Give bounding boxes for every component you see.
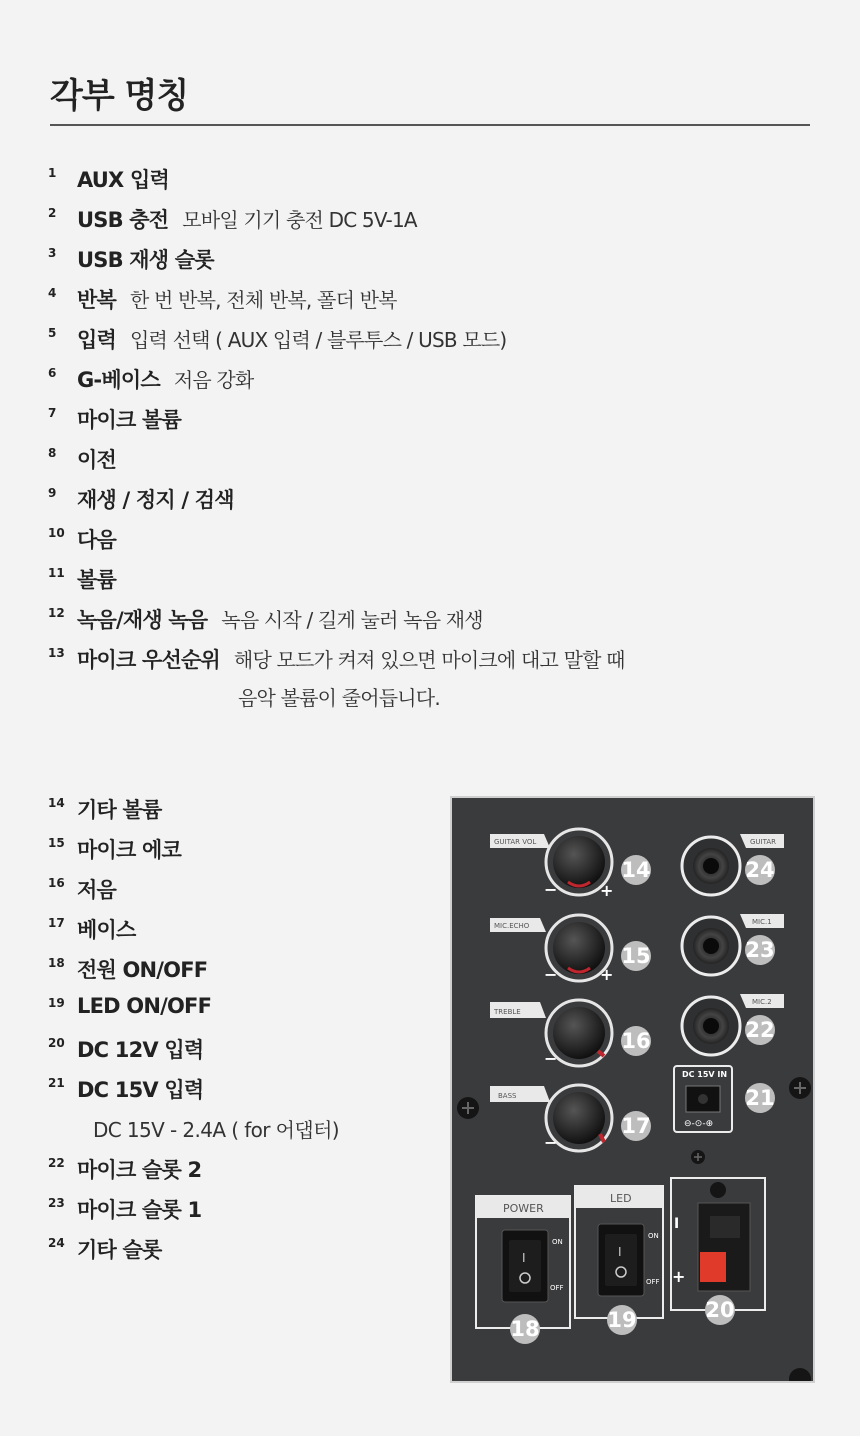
item-description: 녹음 시작 / 길게 눌러 녹음 재생 bbox=[221, 608, 483, 632]
item-label bbox=[77, 564, 116, 594]
badge-21 bbox=[745, 1083, 775, 1113]
item-number: 24 bbox=[48, 1236, 65, 1250]
svg-text:DC 15V IN: DC 15V IN bbox=[682, 1070, 728, 1079]
svg-text:⊖-⊙-⊕: ⊖-⊙-⊕ bbox=[684, 1119, 714, 1129]
item-number: 18 bbox=[48, 956, 65, 970]
svg-text:−: − bbox=[544, 1049, 558, 1068]
jack-label-tab-mic2 bbox=[740, 994, 784, 1008]
item-number: 3 bbox=[48, 246, 57, 260]
item-label bbox=[77, 644, 625, 674]
treble-knob bbox=[544, 1000, 612, 1068]
knob-label-tab-1 bbox=[490, 834, 550, 848]
page-title: 각부 명칭 bbox=[50, 76, 189, 116]
item-label bbox=[77, 1234, 161, 1264]
mic-echo-knob bbox=[544, 915, 613, 984]
knob-label-guitar-vol: GUITAR VOL bbox=[494, 838, 537, 846]
svg-text:MIC.1: MIC.1 bbox=[752, 918, 772, 926]
knob-label-tab-2 bbox=[490, 918, 546, 932]
item-label-text: 마이크 슬롯 1 bbox=[77, 1198, 202, 1222]
svg-text:LED: LED bbox=[610, 1192, 632, 1205]
item-label bbox=[77, 994, 211, 1018]
item-label bbox=[77, 874, 116, 904]
item-label-text: 마이크 볼륨 bbox=[77, 408, 181, 432]
item-label bbox=[77, 324, 506, 354]
item-label bbox=[77, 204, 417, 234]
item-label bbox=[77, 484, 234, 514]
svg-text:OFF: OFF bbox=[550, 1284, 564, 1292]
item-description: 입력 선택 ( AUX 입력 / 블루투스 / USB 모드) bbox=[129, 328, 507, 352]
item-number: 19 bbox=[48, 996, 65, 1010]
badge-18 bbox=[510, 1314, 540, 1344]
item-label bbox=[77, 164, 169, 194]
guitar-jack bbox=[682, 837, 740, 895]
svg-text:22: 22 bbox=[745, 1018, 775, 1042]
svg-text:I: I bbox=[674, 1216, 680, 1232]
item-number: 22 bbox=[48, 1156, 65, 1170]
jack-label-tab-mic1 bbox=[740, 914, 784, 928]
svg-text:23: 23 bbox=[745, 938, 775, 962]
bass-knob bbox=[544, 1085, 612, 1152]
item-label-text: USB 재생 슬롯 bbox=[77, 248, 214, 272]
svg-text:19: 19 bbox=[607, 1308, 637, 1332]
item-label bbox=[77, 1034, 203, 1064]
item-label-text: 마이크 에코 bbox=[77, 838, 181, 862]
item-label bbox=[77, 604, 483, 634]
svg-text:POWER: POWER bbox=[503, 1202, 544, 1215]
item-label bbox=[77, 954, 207, 984]
item-label bbox=[77, 914, 135, 944]
svg-text:24: 24 bbox=[745, 858, 775, 882]
item-label-text: 볼륨 bbox=[77, 568, 116, 592]
svg-text:OFF: OFF bbox=[646, 1278, 660, 1286]
item-label bbox=[77, 1074, 203, 1104]
item-label-text: 저음 bbox=[77, 878, 116, 902]
svg-text:+: + bbox=[600, 965, 614, 984]
mic2-jack bbox=[682, 997, 740, 1055]
svg-text:I: I bbox=[522, 1251, 526, 1265]
svg-text:−: − bbox=[544, 965, 558, 984]
svg-text:MIC.2: MIC.2 bbox=[752, 998, 772, 1006]
item-label-text: LED ON/OFF bbox=[77, 994, 212, 1018]
item-label bbox=[77, 364, 253, 394]
item-label-text: AUX 입력 bbox=[77, 168, 169, 192]
power-switch-box bbox=[476, 1196, 570, 1328]
svg-text:ON: ON bbox=[648, 1232, 659, 1240]
item-13-desc-line2: 음악 볼륨이 줄어듭니다. bbox=[238, 686, 440, 710]
title-divider bbox=[50, 124, 810, 126]
knob-label-tab-3 bbox=[490, 1002, 546, 1018]
knob-label-bass: BASS bbox=[498, 1092, 517, 1100]
item-number: 17 bbox=[48, 916, 65, 930]
svg-text:−: − bbox=[544, 1133, 558, 1152]
badge-19 bbox=[607, 1305, 637, 1335]
item-number: 15 bbox=[48, 836, 65, 850]
item-number: 1 bbox=[48, 166, 57, 180]
item-label-text: DC 15V 입력 bbox=[77, 1078, 204, 1102]
item-number: 12 bbox=[48, 606, 65, 620]
item-label-text: 반복 bbox=[77, 288, 116, 312]
item-number: 8 bbox=[48, 446, 57, 460]
item-description: 저음 강화 bbox=[173, 368, 254, 392]
panel-drawing bbox=[452, 798, 815, 1383]
item-label-text: 전원 ON/OFF bbox=[77, 958, 208, 982]
svg-text:17: 17 bbox=[621, 1114, 651, 1138]
svg-text:+: + bbox=[672, 1267, 686, 1286]
item-number: 16 bbox=[48, 876, 65, 890]
item-number: 7 bbox=[48, 406, 57, 420]
svg-text:15: 15 bbox=[621, 944, 651, 968]
item-label-text: 녹음/재생 녹음 bbox=[77, 608, 208, 632]
item-label bbox=[77, 284, 397, 314]
item-number: 11 bbox=[48, 566, 65, 580]
item-label-text: 이전 bbox=[77, 448, 116, 472]
svg-text:GUITAR: GUITAR bbox=[750, 838, 776, 846]
badge-20 bbox=[705, 1295, 735, 1325]
svg-text:18: 18 bbox=[510, 1317, 540, 1341]
item-number: 2 bbox=[48, 206, 57, 220]
item-label-text: 베이스 bbox=[77, 918, 136, 942]
speaker-back-panel bbox=[450, 796, 815, 1383]
badge-14 bbox=[621, 855, 651, 885]
svg-text:−: − bbox=[544, 880, 558, 899]
item-label bbox=[77, 244, 214, 274]
item-label bbox=[77, 524, 116, 554]
badge-17 bbox=[621, 1111, 651, 1141]
item-number: 23 bbox=[48, 1196, 65, 1210]
mic1-jack bbox=[682, 917, 740, 975]
item-label-text: DC 12V 입력 bbox=[77, 1038, 204, 1062]
svg-text:16: 16 bbox=[621, 1029, 651, 1053]
item-label bbox=[77, 1194, 201, 1224]
item-description: 해당 모드가 켜져 있으면 마이크에 대고 말할 때 bbox=[233, 648, 625, 672]
item-label-text: USB 충전 bbox=[77, 208, 169, 232]
guitar-vol-knob bbox=[544, 829, 613, 900]
item-label bbox=[77, 794, 161, 824]
item-number: 21 bbox=[48, 1076, 65, 1090]
item-number: 14 bbox=[48, 796, 65, 810]
item-label bbox=[77, 444, 116, 474]
item-number: 4 bbox=[48, 286, 57, 300]
svg-text:I: I bbox=[618, 1245, 622, 1259]
badge-16 bbox=[621, 1026, 651, 1056]
item-description: 모바일 기기 충전 DC 5V-1A bbox=[182, 208, 417, 232]
item-label-text: 기타 볼륨 bbox=[77, 798, 162, 822]
knob-label-mic-echo: MIC.ECHO bbox=[494, 922, 530, 930]
item-number: 9 bbox=[48, 486, 57, 500]
item-number: 5 bbox=[48, 326, 57, 340]
item-label-text: 기타 슬롯 bbox=[77, 1238, 162, 1262]
knob-label-tab-4 bbox=[490, 1086, 550, 1102]
item-label bbox=[77, 404, 181, 434]
svg-text:21: 21 bbox=[745, 1086, 775, 1110]
item-label-text: G-베이스 bbox=[77, 368, 160, 392]
led-switch-box bbox=[575, 1186, 663, 1318]
item-label-text: 마이크 슬롯 2 bbox=[77, 1158, 202, 1182]
badge-23 bbox=[745, 935, 775, 965]
dc-12v-terminal bbox=[671, 1178, 765, 1312]
dc-15v-input bbox=[674, 1066, 732, 1132]
item-21-desc: DC 15V - 2.4A ( for 어댑터) bbox=[93, 1118, 340, 1142]
badge-22 bbox=[745, 1015, 775, 1045]
item-label bbox=[77, 834, 181, 864]
item-number: 13 bbox=[48, 646, 65, 660]
svg-text:ON: ON bbox=[552, 1238, 563, 1246]
item-description: 한 번 반복, 전체 반복, 폴더 반복 bbox=[129, 288, 397, 312]
svg-text:+: + bbox=[600, 881, 614, 900]
item-label-text: 입력 bbox=[77, 328, 116, 352]
badge-24 bbox=[745, 855, 775, 885]
knob-label-treble: TREBLE bbox=[494, 1008, 521, 1016]
svg-text:14: 14 bbox=[621, 858, 651, 882]
svg-text:20: 20 bbox=[705, 1298, 735, 1322]
item-number: 10 bbox=[48, 526, 65, 540]
jack-label-tab-guitar bbox=[740, 834, 784, 848]
item-number: 20 bbox=[48, 1036, 65, 1050]
item-label-text: 다음 bbox=[77, 528, 116, 552]
item-label-text: 마이크 우선순위 bbox=[77, 648, 220, 672]
badge-15 bbox=[621, 941, 651, 971]
item-number: 6 bbox=[48, 366, 57, 380]
item-label-text: 재생 / 정지 / 검색 bbox=[77, 488, 234, 512]
item-label bbox=[77, 1154, 201, 1184]
